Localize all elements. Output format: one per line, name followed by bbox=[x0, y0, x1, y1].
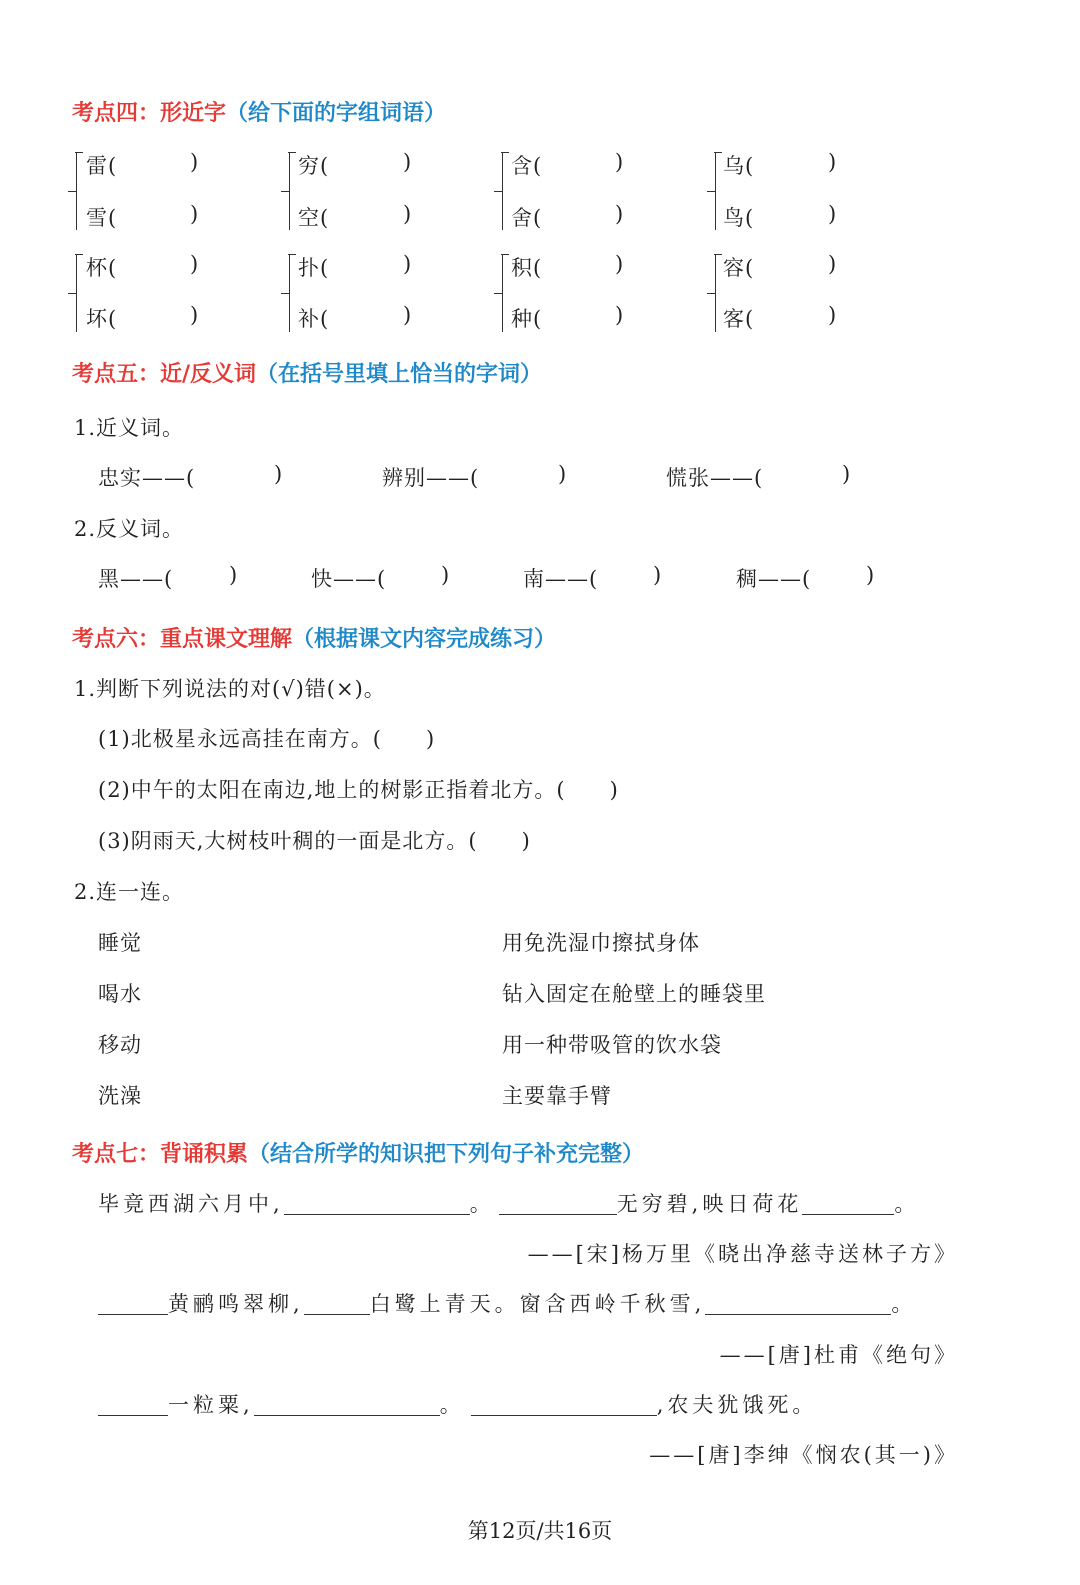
paren-close: ) bbox=[403, 252, 413, 276]
paren-close: ) bbox=[403, 303, 413, 327]
paren-close: ) bbox=[403, 202, 413, 226]
fill-blank[interactable] bbox=[98, 1395, 168, 1416]
paren-close: ) bbox=[229, 563, 239, 587]
brace-icon bbox=[76, 152, 86, 230]
paren-close: ) bbox=[190, 150, 200, 174]
match-right-item: 用一种带吸管的饮水袋 bbox=[502, 1033, 722, 1057]
char-item: 杯( bbox=[86, 256, 118, 280]
antonym-item: 快——( bbox=[311, 567, 387, 591]
paren-close: ) bbox=[441, 563, 451, 587]
paren-close: ) bbox=[828, 303, 838, 327]
question-matching: 2.连一连。 bbox=[74, 880, 185, 904]
synonym-item: 慌张——( bbox=[666, 466, 764, 490]
section-4-title-hint: （给下面的字组词语） bbox=[226, 101, 447, 126]
match-left-item: 移动 bbox=[98, 1033, 142, 1057]
section-4-title bbox=[72, 96, 446, 127]
char-item: 补( bbox=[298, 307, 330, 331]
match-left-item: 洗澡 bbox=[98, 1084, 142, 1108]
antonym-item: 南——( bbox=[523, 567, 599, 591]
char-item: 客( bbox=[723, 307, 755, 331]
char-item: 雪( bbox=[86, 206, 118, 230]
paren-close: ) bbox=[190, 252, 200, 276]
poem-text: 毕竟西湖六月中, bbox=[98, 1192, 284, 1216]
paren-close: ) bbox=[615, 150, 625, 174]
poem-source: ——[宋]杨万里《晓出净慈寺送林子方》 bbox=[527, 1242, 958, 1266]
poem-text: 白鹭上青天。窗含西岭千秋雪, bbox=[369, 1292, 706, 1316]
char-item: 空( bbox=[298, 206, 330, 230]
paren-close: ) bbox=[558, 462, 568, 486]
paren-close: ) bbox=[828, 202, 838, 226]
paren-close: ) bbox=[828, 150, 838, 174]
char-item: 容( bbox=[723, 256, 755, 280]
section-5-title-hint: （在括号里填上恰当的字词） bbox=[256, 362, 543, 387]
judge-item: (3)阴雨天,大树枝叶稠的一面是北方。( ) bbox=[98, 829, 531, 853]
char-item: 扑( bbox=[298, 256, 330, 280]
char-item: 含( bbox=[511, 154, 543, 178]
section-6-title-hint: （根据课文内容完成练习） bbox=[292, 627, 557, 652]
paren-close: ) bbox=[274, 462, 284, 486]
fill-blank[interactable] bbox=[499, 1194, 617, 1215]
fill-blank[interactable] bbox=[471, 1395, 657, 1416]
synonym-item: 辨别——( bbox=[382, 466, 480, 490]
poem-text: 。 bbox=[891, 1292, 917, 1316]
antonym-item: 稠——( bbox=[736, 567, 812, 591]
paren-close: ) bbox=[615, 202, 625, 226]
match-right-item: 主要靠手臂 bbox=[502, 1084, 612, 1108]
fill-blank[interactable] bbox=[304, 1294, 370, 1315]
poem-text: 一粒粟, bbox=[168, 1393, 254, 1417]
fill-blank[interactable] bbox=[254, 1395, 440, 1416]
section-7-title-hint: （结合所学的知识把下列句子补充完整） bbox=[248, 1142, 645, 1167]
poem-line-3 bbox=[98, 1389, 817, 1419]
char-item: 穷( bbox=[298, 154, 330, 178]
paren-close: ) bbox=[828, 252, 838, 276]
char-item: 积( bbox=[511, 256, 543, 280]
char-item: 坏( bbox=[86, 307, 118, 331]
poem-text: 。 bbox=[439, 1393, 465, 1417]
char-item: 舍( bbox=[511, 206, 543, 230]
match-right-item: 用免洗湿巾擦拭身体 bbox=[502, 931, 700, 955]
fill-blank[interactable] bbox=[705, 1294, 891, 1315]
section-5-title-main: 考点五：近/反义词 bbox=[72, 362, 257, 387]
match-left-item: 睡觉 bbox=[98, 931, 142, 955]
poem-text: ,农夫犹饿死。 bbox=[656, 1393, 818, 1417]
char-item: 鸟( bbox=[723, 206, 755, 230]
antonym-item: 黑——( bbox=[98, 567, 174, 591]
match-right-item: 钻入固定在舱壁上的睡袋里 bbox=[502, 982, 766, 1006]
poem-line-1 bbox=[98, 1188, 919, 1218]
paren-close: ) bbox=[190, 202, 200, 226]
char-item: 乌( bbox=[723, 154, 755, 178]
section-6-title bbox=[72, 622, 556, 653]
judge-item: (1)北极星永远高挂在南方。( ) bbox=[98, 727, 436, 751]
section-5-title bbox=[72, 357, 542, 388]
section-6-title-main: 考点六：重点课文理解 bbox=[72, 627, 293, 652]
question-antonyms: 2.反义词。 bbox=[74, 517, 185, 541]
question-synonyms: 1.近义词。 bbox=[74, 416, 185, 440]
char-item: 雷( bbox=[86, 154, 118, 178]
fill-blank[interactable] bbox=[284, 1194, 470, 1215]
poem-line-2 bbox=[98, 1288, 916, 1318]
poem-text: 无穷碧,映日荷花 bbox=[616, 1192, 803, 1216]
fill-blank[interactable] bbox=[98, 1294, 168, 1315]
char-item: 种( bbox=[511, 307, 543, 331]
paren-close: ) bbox=[653, 563, 663, 587]
section-4-title-main: 考点四：形近字 bbox=[72, 101, 227, 126]
page-number: 第12页/共16页 bbox=[467, 1519, 613, 1543]
section-7-title-main: 考点七：背诵积累 bbox=[72, 1142, 249, 1167]
poem-text: 黄鹂鸣翠柳, bbox=[168, 1292, 304, 1316]
poem-text: 。 bbox=[469, 1192, 495, 1216]
match-left-item: 喝水 bbox=[98, 982, 142, 1006]
judge-item: (2)中午的太阳在南边,地上的树影正指着北方。( ) bbox=[98, 778, 619, 802]
fill-blank[interactable] bbox=[802, 1194, 894, 1215]
question-true-false: 1.判断下列说法的对(√)错(×)。 bbox=[74, 677, 386, 701]
paren-close: ) bbox=[615, 252, 625, 276]
poem-source: ——[唐]李绅《悯农(其一)》 bbox=[649, 1443, 958, 1467]
poem-source: ——[唐]杜甫《绝句》 bbox=[719, 1343, 958, 1367]
synonym-item: 忠实——( bbox=[98, 466, 196, 490]
section-7-title bbox=[72, 1137, 644, 1168]
brace-icon bbox=[76, 254, 86, 332]
poem-text: 。 bbox=[894, 1192, 920, 1216]
paren-close: ) bbox=[615, 303, 625, 327]
paren-close: ) bbox=[190, 303, 200, 327]
paren-close: ) bbox=[403, 150, 413, 174]
paren-close: ) bbox=[842, 462, 852, 486]
paren-close: ) bbox=[866, 563, 876, 587]
